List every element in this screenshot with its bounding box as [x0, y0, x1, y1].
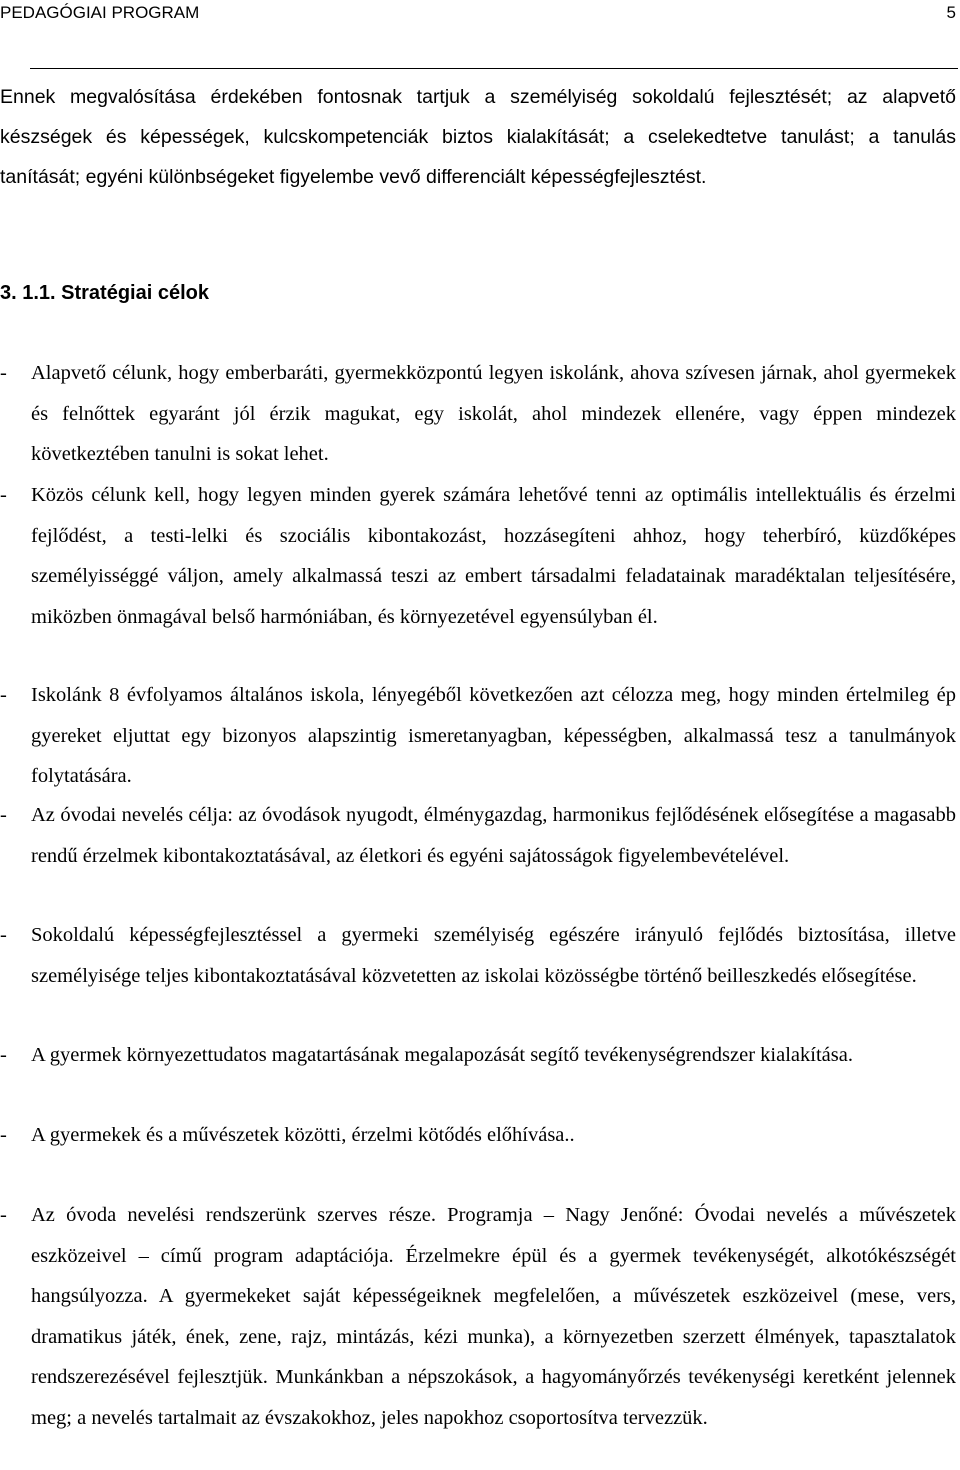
- list-item-text: A gyermek környezettudatos magatartásának megalapozását segítő tevékenységrendszer kialakítása.: [31, 1044, 853, 1066]
- list-item: [0, 475, 956, 637]
- document-title: PEDAGÓGIAI PROGRAM: [0, 3, 200, 22]
- intro-paragraph: Ennek megvalósítása érdekében fontosnak tartjuk a személyiség sokoldalú fejlesztését; az alapvető készségek és képességek, kulcskompetenciák biztos kialakítását; a cselekedtetve tanulást; a tanulás tanítását; egyéni különbségeket figyelembe vevő differenciált képességfejlesztést.: [0, 86, 956, 188]
- list-item-text: Sokoldalú képességfejlesztéssel a gyermeki személyiség egészére irányuló fejlődés biztosítása, illetve személyisége teljes kibontakoztatásával közvetetten az iskolai közösségbe történő beilleszkedés elősegítése.: [31, 924, 956, 987]
- section-heading: 3. 1.1. Stratégiai célok: [0, 282, 209, 304]
- list-item-text: Alapvető célunk, hogy emberbaráti, gyermekközpontú legyen iskolánk, ahova szívesen járnak, ahol gyermekek és felnőttek egyaránt jól érzik magukat, egy iskolát, ahol mindezek ellenére, vagy éppen mindezek következtében tanulni is sokat lehet.: [31, 362, 956, 465]
- list-item-text: Közös célunk kell, hogy legyen minden gyerek számára lehetővé tenni az optimális intellektuális és érzelmi fejlődést, a testi-lelki és szociális kibontakozást, hozzásegíteni ahhoz, hogy teherbíró, küzdőképes személyisséggé váljon, amely alkalmassá teszi az embert társadalmi feladatainak maradéktalan teljesítésére, miközben önmagával belső harmóniában, és környezetével egyensúlyban él.: [31, 484, 956, 628]
- bullet-dash: -: [0, 1044, 7, 1066]
- bullet-dash: -: [0, 804, 7, 826]
- bullet-dash: -: [0, 1124, 7, 1146]
- list-item-text: A gyermekek és a művészetek közötti, érzelmi kötődés előhívása..: [31, 1124, 575, 1146]
- list-item: [0, 353, 956, 475]
- page-header: [0, 3, 958, 27]
- list-item: [0, 675, 956, 797]
- bullet-dash: -: [0, 684, 7, 706]
- list-item: [0, 915, 956, 996]
- bullet-dash: -: [0, 1204, 7, 1226]
- header-rule: [30, 68, 958, 69]
- list-item-text: Az óvodai nevelés célja: az óvodások nyugodt, élménygazdag, harmonikus fejlődésének elősegítése a magasabb rendű érzelmek kibontakoztatásával, az életkori és egyéni sajátosságok figyelembevételével.: [31, 804, 956, 867]
- list-item: [0, 1035, 956, 1076]
- list-item-text: Iskolánk 8 évfolyamos általános iskola, lényegéből következően azt célozza meg, hogy minden értelmileg ép gyereket eljuttat egy bizonyos alapszintig ismeretanyagban, képességben, alkalmassá tesz a tanulmányok folytatására.: [31, 684, 956, 787]
- list-item-text: Az óvoda nevelési rendszerünk szerves része. Programja – Nagy Jenőné: Óvodai nevelés a művészetek eszközeivel – című program adaptációja. Érzelmekre épül és a gyermek tevékenységét, alkotókészségét hangsúlyozza. A gyermekeket saját képességeiknek megfelelően, a művészetek eszközeivel (mese, vers, dramatikus játék, ének, zene, rajz, mintázás, kézi munka), a környezetben szerzett élmények, tapasztalatok rendszerezésével fejlesztjük. Munkánkban a népszokások, a hagyományőrzés tevékenységi keretként jelennek meg; a nevelés tartalmait az évszakokhoz, jeles napokhoz csoportosítva tervezzük.: [31, 1204, 956, 1429]
- bullet-dash: -: [0, 924, 7, 946]
- page-number: 5: [946, 3, 956, 22]
- list-item: [0, 1115, 956, 1156]
- list-item: [0, 795, 956, 876]
- list-item: [0, 1195, 956, 1438]
- bullet-dash: -: [0, 484, 7, 506]
- bullet-dash: -: [0, 362, 7, 384]
